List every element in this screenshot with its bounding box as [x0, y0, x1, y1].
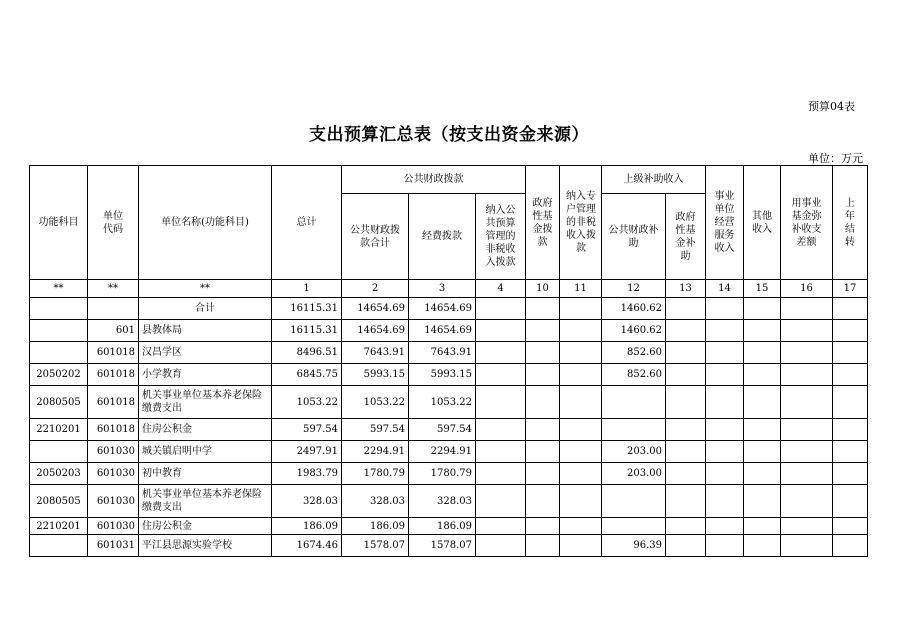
func-subject-cell: 2210201 [30, 419, 88, 441]
table-row [30, 342, 868, 364]
other-income-cell [744, 298, 781, 320]
gov-fund-cell [526, 419, 560, 441]
nontax-special-cell [560, 386, 602, 419]
pf-total-cell: 7643.91 [342, 342, 409, 364]
unit-code-cell: 601030 [88, 463, 139, 485]
sup-gov-fund-cell [666, 298, 706, 320]
func-subject-cell: 2050202 [30, 364, 88, 386]
business-income-cell [706, 342, 744, 364]
sup-public-cell: 203.00 [602, 463, 666, 485]
header-expense-allocation: 经费拨款 [409, 194, 476, 280]
gov-fund-cell [526, 485, 560, 518]
fund-offset-cell [781, 386, 833, 419]
unit-name-cell: 住房公积金 [139, 419, 272, 441]
table-row [30, 441, 868, 463]
expense-cell: 14654.69 [409, 320, 476, 342]
total-cell: 16115.31 [272, 320, 342, 342]
header-unit-code: 单位代码 [88, 166, 139, 280]
table-row [30, 364, 868, 386]
nontax-in-budget-cell [476, 386, 526, 419]
carry-over-cell [833, 419, 868, 441]
header-func-subject: 功能科目 [30, 166, 88, 280]
carry-over-cell [833, 441, 868, 463]
gov-fund-cell [526, 535, 560, 557]
func-subject-cell: 2080505 [30, 386, 88, 419]
header-sup-public: 公共财政补助 [602, 194, 666, 280]
total-cell: 8496.51 [272, 342, 342, 364]
sup-public-cell: 1460.62 [602, 298, 666, 320]
carry-over-cell [833, 463, 868, 485]
gov-fund-cell [526, 441, 560, 463]
nontax-in-budget-cell [476, 518, 526, 535]
header-fund-offset: 用事业基金弥补收支差额 [781, 166, 833, 280]
gov-fund-cell [526, 463, 560, 485]
gov-fund-cell [526, 298, 560, 320]
nontax-in-budget-cell [476, 463, 526, 485]
unit-code-cell: 601030 [88, 485, 139, 518]
total-cell: 186.09 [272, 518, 342, 535]
fund-offset-cell [781, 463, 833, 485]
header-business-income: 事业单位经营服务收入 [706, 166, 744, 280]
table-row [30, 386, 868, 419]
total-cell: 16115.31 [272, 298, 342, 320]
nontax-special-cell [560, 463, 602, 485]
table-row [30, 535, 868, 557]
other-income-cell [744, 535, 781, 557]
fund-offset-cell [781, 419, 833, 441]
header-sup-gov-fund: 政府性基金补助 [666, 194, 706, 280]
expense-cell: 1578.07 [409, 535, 476, 557]
fund-offset-cell [781, 298, 833, 320]
fund-offset-cell [781, 518, 833, 535]
nontax-in-budget-cell [476, 485, 526, 518]
business-income-cell [706, 535, 744, 557]
carry-over-cell [833, 342, 868, 364]
nontax-special-cell [560, 485, 602, 518]
expense-cell: 5993.15 [409, 364, 476, 386]
nontax-special-cell [560, 441, 602, 463]
unit-code-cell: 601030 [88, 518, 139, 535]
carry-over-cell [833, 364, 868, 386]
func-subject-cell: 2080505 [30, 485, 88, 518]
sup-gov-fund-cell [666, 419, 706, 441]
sup-public-cell [602, 485, 666, 518]
unit-name-cell: 初中教育 [139, 463, 272, 485]
func-subject-cell [30, 441, 88, 463]
expense-cell: 597.54 [409, 419, 476, 441]
nontax-special-cell [560, 518, 602, 535]
nontax-in-budget-cell [476, 535, 526, 557]
carry-over-cell [833, 485, 868, 518]
nontax-in-budget-cell [476, 441, 526, 463]
pf-total-cell: 14654.69 [342, 320, 409, 342]
fund-offset-cell [781, 485, 833, 518]
nontax-in-budget-cell [476, 342, 526, 364]
header-carry-over: 上年结转 [833, 166, 868, 280]
sup-gov-fund-cell [666, 485, 706, 518]
business-income-cell [706, 320, 744, 342]
sup-gov-fund-cell [666, 342, 706, 364]
header-pf-total: 公共财政拨款合计 [342, 194, 409, 280]
table-row [30, 518, 868, 535]
business-income-cell [706, 386, 744, 419]
sup-public-cell: 852.60 [602, 342, 666, 364]
nontax-special-cell [560, 419, 602, 441]
pf-total-cell: 1578.07 [342, 535, 409, 557]
fund-offset-cell [781, 441, 833, 463]
unit-name-cell: 小学教育 [139, 364, 272, 386]
header-superior-subsidy: 上级补助收入 [602, 166, 706, 194]
pf-total-cell: 14654.69 [342, 298, 409, 320]
sup-public-cell [602, 518, 666, 535]
func-subject-cell [30, 342, 88, 364]
expense-cell: 14654.69 [409, 298, 476, 320]
other-income-cell [744, 320, 781, 342]
business-income-cell [706, 485, 744, 518]
table-row [30, 485, 868, 518]
gov-fund-cell [526, 518, 560, 535]
sup-gov-fund-cell [666, 320, 706, 342]
other-income-cell [744, 485, 781, 518]
unit-name-cell: 机关事业单位基本养老保险缴费支出 [139, 485, 272, 518]
fund-offset-cell [781, 364, 833, 386]
expense-cell: 186.09 [409, 518, 476, 535]
unit-name-cell: 平江县思源实验学校 [139, 535, 272, 557]
nontax-special-cell [560, 320, 602, 342]
pf-total-cell: 2294.91 [342, 441, 409, 463]
expense-cell: 7643.91 [409, 342, 476, 364]
sup-gov-fund-cell [666, 441, 706, 463]
expense-cell: 1780.79 [409, 463, 476, 485]
sup-gov-fund-cell [666, 364, 706, 386]
fund-offset-cell [781, 535, 833, 557]
budget-table [29, 165, 868, 557]
nontax-special-cell [560, 364, 602, 386]
table-row [30, 298, 868, 320]
table-row [30, 463, 868, 485]
total-cell: 328.03 [272, 485, 342, 518]
pf-total-cell: 328.03 [342, 485, 409, 518]
sup-gov-fund-cell [666, 535, 706, 557]
fund-offset-cell [781, 342, 833, 364]
business-income-cell [706, 419, 744, 441]
unit-code-cell: 601018 [88, 342, 139, 364]
pf-total-cell: 1053.22 [342, 386, 409, 419]
header-nontax-in-budget: 纳入公共预算管理的非税收入拨款 [476, 194, 526, 280]
pf-total-cell: 186.09 [342, 518, 409, 535]
sup-public-cell: 852.60 [602, 364, 666, 386]
unit-code-cell: 601030 [88, 441, 139, 463]
carry-over-cell [833, 535, 868, 557]
pf-total-cell: 1780.79 [342, 463, 409, 485]
other-income-cell [744, 463, 781, 485]
business-income-cell [706, 364, 744, 386]
unit-name-cell: 汉昌学区 [139, 342, 272, 364]
carry-over-cell [833, 320, 868, 342]
business-income-cell [706, 298, 744, 320]
unit-name-cell: 住房公积金 [139, 518, 272, 535]
unit-code-cell [88, 298, 139, 320]
total-cell: 1053.22 [272, 386, 342, 419]
expense-cell: 1053.22 [409, 386, 476, 419]
total-cell: 1674.46 [272, 535, 342, 557]
unit-code-cell: 601 [88, 320, 139, 342]
header-gov-fund: 政府性基金拨款 [526, 166, 560, 280]
carry-over-cell [833, 386, 868, 419]
nontax-special-cell [560, 342, 602, 364]
carry-over-cell [833, 298, 868, 320]
total-cell: 6845.75 [272, 364, 342, 386]
expense-cell: 2294.91 [409, 441, 476, 463]
other-income-cell [744, 419, 781, 441]
func-subject-cell [30, 535, 88, 557]
unit-code-cell: 601018 [88, 364, 139, 386]
other-income-cell [744, 518, 781, 535]
other-income-cell [744, 364, 781, 386]
sup-gov-fund-cell [666, 386, 706, 419]
unit-name-cell: 机关事业单位基本养老保险缴费支出 [139, 386, 272, 419]
nontax-in-budget-cell [476, 320, 526, 342]
sup-gov-fund-cell [666, 463, 706, 485]
other-income-cell [744, 386, 781, 419]
pf-total-cell: 5993.15 [342, 364, 409, 386]
func-subject-cell [30, 320, 88, 342]
unit-code-cell: 601031 [88, 535, 139, 557]
header-unit-name: 单位名称(功能科目) [139, 166, 272, 280]
table-row [30, 419, 868, 441]
sup-gov-fund-cell [666, 518, 706, 535]
nontax-in-budget-cell [476, 419, 526, 441]
unit-code-cell: 601018 [88, 386, 139, 419]
header-nontax-special: 纳入专户管理的非税收入拨款 [560, 166, 602, 280]
gov-fund-cell [526, 342, 560, 364]
total-cell: 1983.79 [272, 463, 342, 485]
nontax-special-cell [560, 298, 602, 320]
sup-public-cell [602, 419, 666, 441]
pf-total-cell: 597.54 [342, 419, 409, 441]
business-income-cell [706, 463, 744, 485]
expense-cell: 328.03 [409, 485, 476, 518]
sup-public-cell: 203.00 [602, 441, 666, 463]
gov-fund-cell [526, 386, 560, 419]
business-income-cell [706, 518, 744, 535]
unit-name-cell: 城关镇启明中学 [139, 441, 272, 463]
func-subject-cell [30, 298, 88, 320]
sup-public-cell: 96.39 [602, 535, 666, 557]
table-row [30, 320, 868, 342]
func-subject-cell: 2210201 [30, 518, 88, 535]
header-total: 总计 [272, 166, 342, 280]
column-index-row: ** ** ** 1 2 3 4 10 11 12 13 14 15 16 17 [30, 280, 868, 298]
sup-public-cell [602, 386, 666, 419]
gov-fund-cell [526, 320, 560, 342]
unit-label: 单位：万元 [808, 152, 863, 165]
page-title: 支出预算汇总表（按支出资金来源） [309, 125, 589, 145]
nontax-in-budget-cell [476, 364, 526, 386]
nontax-special-cell [560, 535, 602, 557]
form-number: 预算04表 [808, 100, 855, 113]
func-subject-cell: 2050203 [30, 463, 88, 485]
header-other-income: 其他收入 [744, 166, 781, 280]
unit-code-cell: 601018 [88, 419, 139, 441]
unit-name-cell: 合计 [139, 298, 272, 320]
total-cell: 597.54 [272, 419, 342, 441]
nontax-in-budget-cell [476, 298, 526, 320]
gov-fund-cell [526, 364, 560, 386]
fund-offset-cell [781, 320, 833, 342]
header-public-finance: 公共财政拨款 [342, 166, 526, 194]
unit-name-cell: 县教体局 [139, 320, 272, 342]
carry-over-cell [833, 518, 868, 535]
other-income-cell [744, 441, 781, 463]
business-income-cell [706, 441, 744, 463]
other-income-cell [744, 342, 781, 364]
total-cell: 2497.91 [272, 441, 342, 463]
sup-public-cell: 1460.62 [602, 320, 666, 342]
